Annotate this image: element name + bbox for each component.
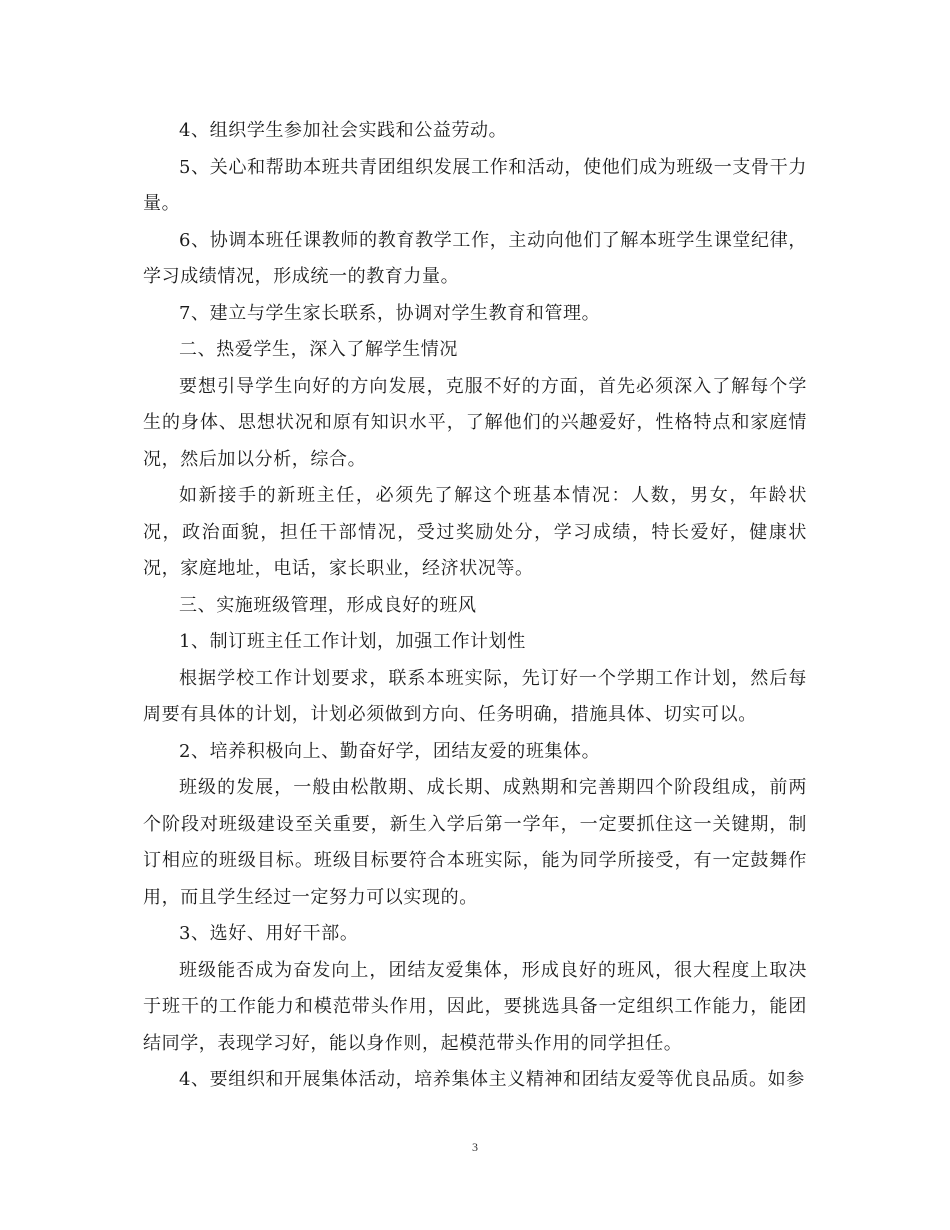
paragraph: 6、协调本班任课教师的教育教学工作，主动向他们了解本班学生课堂纪律，学习成绩情况，形成统一的教育力量。 bbox=[143, 229, 807, 287]
section-heading: 三、实施班级管理，形成良好的班风 bbox=[179, 594, 477, 616]
paragraph: 4、组织学生参加社会实践和公益劳动。 bbox=[179, 120, 508, 141]
paragraph: 根据学校工作计划要求，联系本班实际，先订好一个学期工作计划，然后每周要有具体的计划，计划必须做到方向、任务明确，措施具体、切实可以。 bbox=[143, 667, 807, 725]
paragraph: 4、要组织和开展集体活动，培养集体主义精神和团结友爱等优良品质。如参 bbox=[179, 1069, 805, 1090]
paragraph: 7、建立与学生家长联系，协调对学生教育和管理。 bbox=[179, 302, 601, 324]
subsection-heading: 1、制订班主任工作计划，加强工作计划性 bbox=[179, 631, 526, 652]
section-heading: 二、热爱学生，深入了解学生情况 bbox=[179, 339, 458, 360]
paragraph: 5、关心和帮助本班共青团组织发展工作和活动，使他们成为班级一支骨干力量。 bbox=[143, 156, 807, 214]
paragraph: 如新接手的新班主任，必须先了解这个班基本情况：人数，男女，年龄状况，政治面貌，担任干部情况，受过奖励处分，学习成绩，特长爱好，健康状况，家庭地址，电话，家长职业，经济状况等。 bbox=[143, 485, 807, 579]
page-number: 3 bbox=[472, 1140, 478, 1154]
document-body bbox=[143, 113, 807, 1099]
paragraph: 班级能否成为奋发向上，团结友爱集体，形成良好的班风，很大程度上取决于班干的工作能力和模范带头作用，因此，要挑选具备一定组织工作能力，能团结同学，表现学习好，能以身作则，起模范带头作用的同学担任。 bbox=[143, 959, 807, 1054]
paragraph: 班级的发展，一般由松散期、成长期、成熟期和完善期四个阶段组成，前两个阶段对班级建设至关重要，新生入学后第一学年，一定要抓住这一关键期，制订相应的班级目标。班级目标要符合本班实际，能为同学所接受，有一定鼓舞作用，而且学生经过一定努力可以实现的。 bbox=[143, 777, 807, 908]
subsection-heading: 3、选好、用好干部。 bbox=[179, 923, 359, 944]
subsection-heading: 2、培养积极向上、勤奋好学，团结友爱的班集体。 bbox=[179, 740, 601, 762]
paragraph: 要想引导学生向好的方向发展，克服不好的方面，首先必须深入了解每个学生的身体、思想状况和原有知识水平，了解他们的兴趣爱好，性格特点和家庭情况，然后加以分析，综合。 bbox=[143, 375, 807, 470]
